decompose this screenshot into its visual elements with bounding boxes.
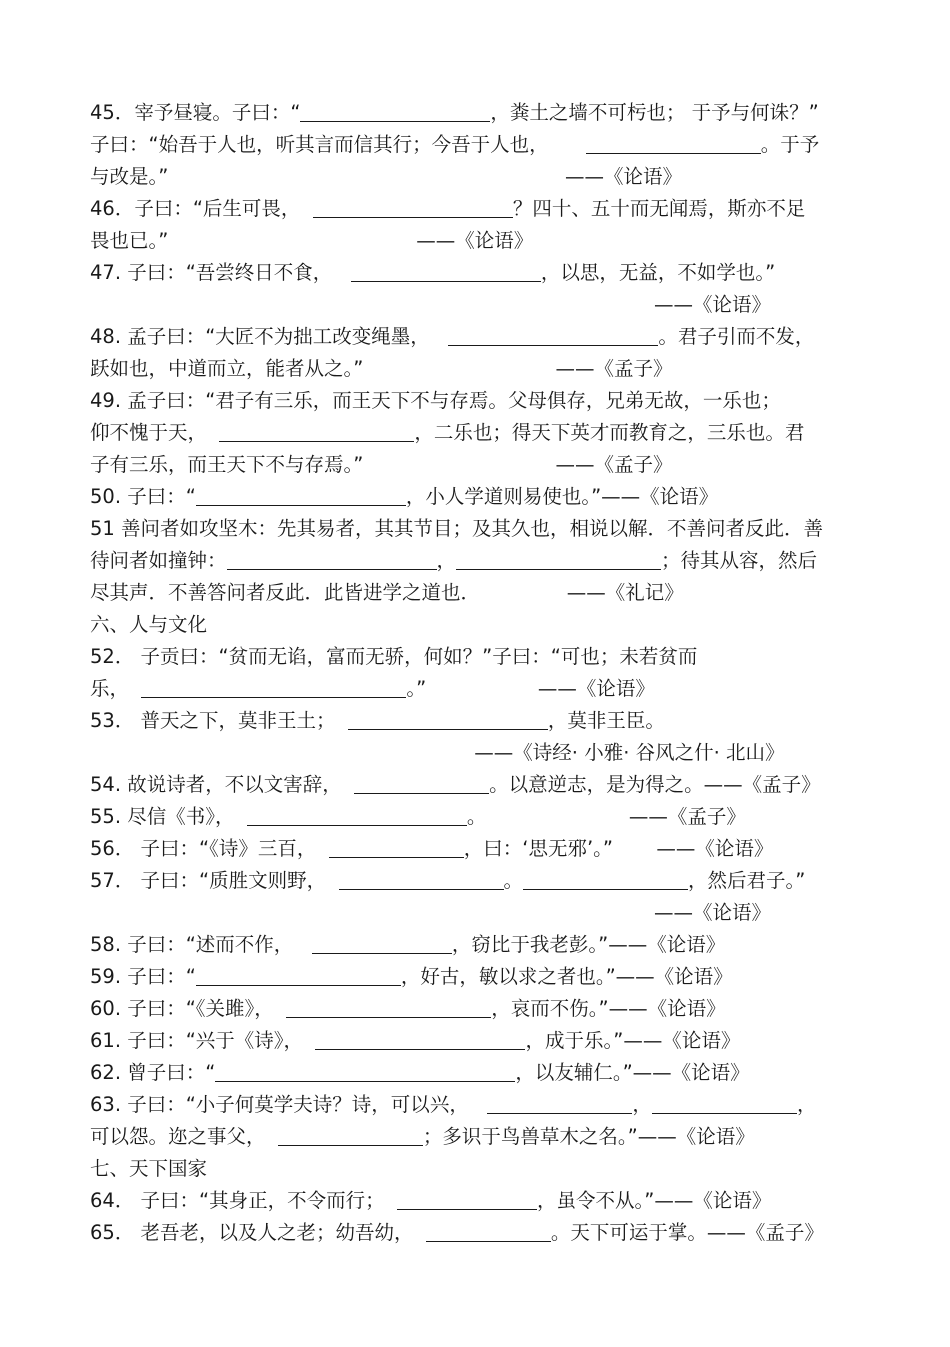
line-text: 54. 故说诗者，不以文害辞，: [90, 773, 355, 796]
text-line: [90, 961, 733, 993]
line-text: 。: [503, 869, 524, 892]
line-text: ；待其从容，然后: [661, 549, 818, 572]
line-text: 59. 子曰：“: [90, 965, 196, 988]
line-text: ——《诗经· 小雅· 谷风之什· 北山》: [90, 741, 785, 764]
text-line: [90, 225, 533, 257]
line-text: 六、人与文化: [90, 613, 208, 636]
text-line: [90, 993, 726, 1025]
text-line: [90, 641, 697, 673]
text-line: [90, 801, 746, 833]
fill-in-blank[interactable]: [456, 549, 661, 570]
fill-in-blank[interactable]: [300, 101, 490, 122]
line-text: 尽其声．不善答问者反此．此皆进学之道也． ——《礼记》: [90, 581, 684, 604]
line-text: ，哀而不伤。”——《论语》: [491, 997, 726, 1020]
text-line: [90, 897, 771, 929]
line-text: 。” ——《论语》: [406, 677, 655, 700]
line-text: ，然后君子。”: [688, 869, 806, 892]
line-text: 。于予: [760, 133, 820, 156]
fill-in-blank[interactable]: [286, 997, 491, 1018]
fill-in-blank[interactable]: [278, 1125, 423, 1146]
text-line: [90, 833, 773, 865]
text-line: [90, 353, 673, 385]
fill-in-blank[interactable]: [426, 1221, 551, 1242]
line-text: 子曰：“始吾于人也，听其言而信其行；今吾于人也，: [90, 133, 586, 156]
text-line: [90, 1185, 771, 1217]
line-text: 跃如也，中道而立，能者从之。” ——《孟子》: [90, 357, 673, 380]
line-text: ，: [436, 549, 457, 572]
line-text: 52． 子贡曰：“贫而无谄，富而无骄，何如？”子曰：“可也；未若贫而: [90, 645, 698, 668]
fill-in-blank[interactable]: [141, 677, 406, 698]
fill-in-blank[interactable]: [312, 933, 452, 954]
fill-in-blank[interactable]: [351, 261, 541, 282]
text-line: [90, 193, 805, 225]
line-text: 待问者如撞钟：: [90, 549, 227, 572]
line-text: ，以思，无益，不如学也。”: [540, 261, 776, 284]
text-line: [90, 577, 684, 609]
fill-in-blank[interactable]: [313, 197, 513, 218]
line-text: 乐，: [90, 677, 142, 700]
fill-in-blank[interactable]: [586, 133, 761, 154]
text-line: [90, 385, 781, 417]
line-text: 63. 子曰：“小子何莫学夫诗？诗，可以兴，: [90, 1093, 488, 1116]
fill-in-blank[interactable]: [348, 709, 548, 730]
line-text: 57． 子曰：“质胜文则野，: [90, 869, 339, 892]
text-line: [90, 257, 775, 289]
text-line: [90, 449, 673, 481]
text-line: [90, 289, 771, 321]
text-line: [90, 737, 785, 769]
line-text: ，二乐也；得天下英才而教育之，三乐也。君: [414, 421, 805, 444]
text-line: [90, 609, 207, 641]
fill-in-blank[interactable]: [448, 325, 658, 346]
text-line: [90, 1089, 816, 1121]
text-line: [90, 1153, 207, 1185]
fill-in-blank[interactable]: [247, 805, 467, 826]
line-text: ——《论语》: [90, 293, 772, 316]
line-text: 50. 子曰：“: [90, 485, 196, 508]
text-line: [90, 1025, 740, 1057]
text-line: [90, 417, 804, 449]
fill-in-blank[interactable]: [219, 421, 414, 442]
line-text: 。天下可运于掌。——《孟子》: [550, 1221, 824, 1244]
fill-in-blank[interactable]: [339, 869, 504, 890]
text-line: [90, 321, 814, 353]
line-text: 48. 孟子曰：“大匠不为拙工改变绳墨，: [90, 325, 449, 348]
line-text: 58. 子曰：“述而不作，: [90, 933, 312, 956]
fill-in-blank[interactable]: [196, 485, 406, 506]
text-line: [90, 673, 655, 705]
text-line: [90, 161, 682, 193]
fill-in-blank[interactable]: [196, 965, 401, 986]
text-line: [90, 481, 718, 513]
line-text: ，: [796, 1093, 817, 1116]
line-text: ，小人学道则易使也。”——《论语》: [405, 485, 719, 508]
line-text: ；多识于鸟兽草木之名。”——《论语》: [422, 1125, 755, 1148]
line-text: 51 善问者如攻坚木：先其易者，其其节目；及其久也，相说以解．不善问者反此．善: [90, 517, 824, 540]
line-text: ，成于乐。”——《论语》: [525, 1029, 741, 1052]
line-text: 55. 尽信《书》，: [90, 805, 247, 828]
line-text: 62. 曾子曰：“: [90, 1061, 216, 1084]
line-text: 。以意逆志，是为得之。——《孟子》: [489, 773, 821, 796]
line-text: ，窃比于我老彭。”——《论语》: [451, 933, 726, 956]
fill-in-blank[interactable]: [315, 1029, 525, 1050]
line-text: ，好古，敏以求之者也。”——《论语》: [400, 965, 733, 988]
fill-in-blank[interactable]: [227, 549, 437, 570]
fill-in-blank[interactable]: [397, 1189, 537, 1210]
line-text: 53． 普天之下，莫非王土；: [90, 709, 348, 732]
line-text: ，: [632, 1093, 652, 1116]
line-text: 可以怨。迩之事父，: [90, 1125, 278, 1148]
text-line: [90, 705, 665, 737]
line-text: ，曰：‘思无邪’。” ——《论语》: [463, 837, 774, 860]
line-text: 七、天下国家: [90, 1157, 208, 1180]
line-text: ，以友辅仁。”——《论语》: [515, 1061, 750, 1084]
line-text: 46．子曰：“后生可畏，: [90, 197, 313, 220]
line-text: 60. 子曰：“《关雎》，: [90, 997, 287, 1020]
fill-in-blank[interactable]: [354, 773, 489, 794]
line-text: 47. 子曰：“吾尝终日不食，: [90, 261, 351, 284]
line-text: ，莫非王臣。: [547, 709, 665, 732]
line-text: 64． 子曰：“其身正，不令而行；: [90, 1189, 398, 1212]
text-line: [90, 545, 817, 577]
line-text: 61. 子曰：“兴于《诗》，: [90, 1029, 316, 1052]
line-text: 畏也已。” ——《论语》: [90, 229, 534, 252]
line-text: ？四十、五十而无闻焉，斯亦不足: [512, 197, 806, 220]
line-text: 49. 孟子曰：“君子有三乐，而王天下不与存焉。父母俱存，兄弟无故，一乐也；: [90, 389, 781, 412]
text-line: [90, 865, 805, 897]
fill-in-blank[interactable]: [329, 837, 464, 858]
fill-in-blank[interactable]: [215, 1061, 515, 1082]
line-text: 56． 子曰：“《诗》三百，: [90, 837, 329, 860]
line-text: 。 ——《孟子》: [466, 805, 746, 828]
line-text: ，粪土之墙不可杇也； 于予与何诛？”: [490, 101, 819, 124]
line-text: 仰不愧于天，: [90, 421, 220, 444]
fill-in-blank[interactable]: [652, 1093, 797, 1114]
text-line: [90, 1057, 750, 1089]
text-line: [90, 97, 819, 129]
text-line: [90, 513, 823, 545]
line-text: 65． 老吾老，以及人之老；幼吾幼，: [90, 1221, 426, 1244]
line-text: 45．宰予昼寝。子曰：“: [90, 101, 301, 124]
text-line: [90, 1217, 824, 1249]
text-line: [90, 769, 821, 801]
fill-in-blank[interactable]: [487, 1093, 632, 1114]
line-text: ——《论语》: [90, 901, 772, 924]
text-line: [90, 129, 819, 161]
fill-in-blank[interactable]: [523, 869, 688, 890]
line-text: ，虽令不从。”——《论语》: [537, 1189, 772, 1212]
line-text: 。君子引而不发，: [658, 325, 815, 348]
text-line: [90, 929, 725, 961]
line-text: 与改是。” ——《论语》: [90, 165, 683, 188]
line-text: 子有三乐，而王天下不与存焉。” ——《孟子》: [90, 453, 673, 476]
text-line: [90, 1121, 755, 1153]
